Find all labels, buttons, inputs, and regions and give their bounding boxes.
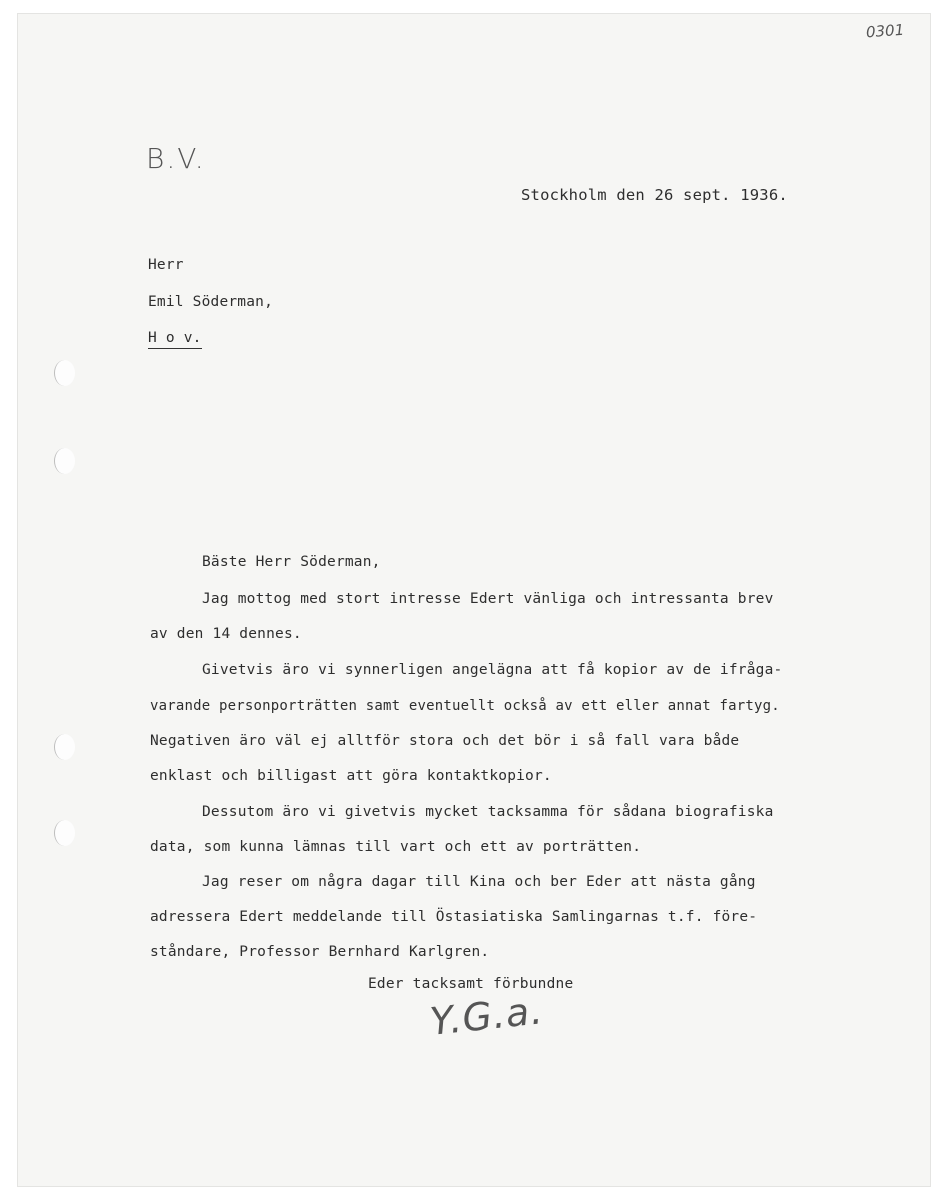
body-line: enklast och billigast att göra kontaktkopior. (150, 768, 552, 784)
recipient-title: Herr (148, 257, 184, 273)
handwritten-initials: B.V. (146, 142, 206, 175)
letter-page (18, 14, 930, 1186)
body-line: Dessutom äro vi givetvis mycket tacksamma för sådana biografiska (202, 804, 774, 820)
body-line: ståndare, Professor Bernhard Karlgren. (150, 944, 490, 960)
body-line: data, som kunna lämnas till vart och ett av porträtten. (150, 839, 642, 855)
body-line: Jag reser om några dagar till Kina och ber Eder att nästa gång (202, 874, 756, 890)
recipient-place: H o v. (148, 330, 202, 349)
body-line: adressera Edert meddelande till Östasiatiska Samlingarnas t.f. före- (150, 909, 758, 925)
punch-hole (54, 734, 75, 760)
handwritten-signature: Y.G.a. (428, 988, 546, 1044)
body-line: Givetvis äro vi synnerligen angelägna att få kopior av de ifråga- (202, 662, 783, 678)
closing: Eder tacksamt förbundne (368, 976, 574, 992)
recipient-name: Emil Söderman, (148, 294, 274, 310)
archive-number: 0301 (865, 20, 905, 42)
body-line: av den 14 dennes. (150, 626, 302, 642)
punch-hole (54, 820, 75, 846)
punch-hole (54, 448, 75, 474)
body-line: varande personporträtten samt eventuellt också av ett eller annat fartyg. (150, 698, 780, 714)
body-line: Jag mottog med stort intresse Edert vänliga och intressanta brev (202, 591, 774, 607)
salutation: Bäste Herr Söderman, (202, 554, 381, 570)
body-line: Negativen äro väl ej alltför stora och det bör i så fall vara både (150, 733, 740, 749)
punch-hole (54, 360, 75, 386)
place-date: Stockholm den 26 sept. 1936. (521, 186, 788, 204)
